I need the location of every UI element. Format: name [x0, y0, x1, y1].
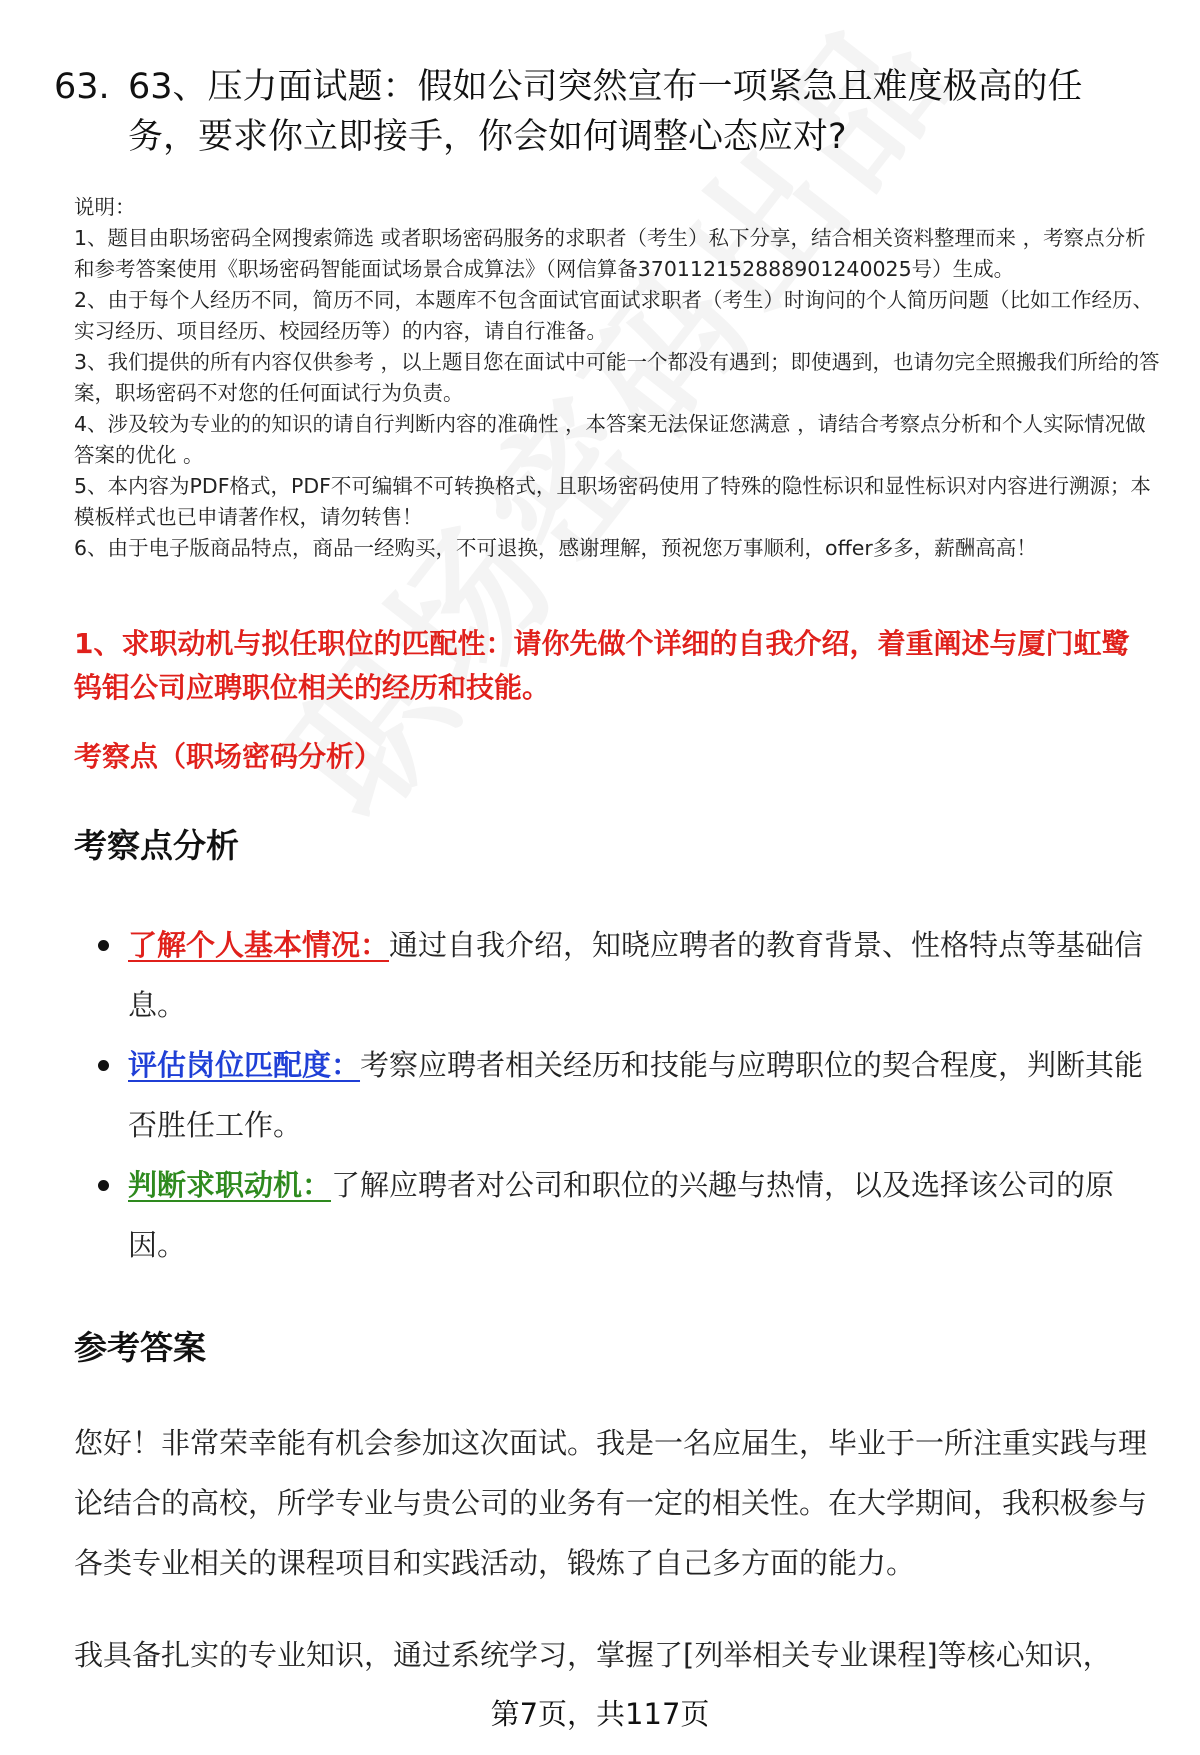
analysis-item: [74, 1035, 1144, 1155]
analysis-keyword: 了解个人基本情况：: [128, 928, 390, 962]
analysis-keyword: 判断求职动机：: [128, 1168, 332, 1202]
note-item: 3、我们提供的所有内容仅供参考 ，以上题目您在面试中可能一个都没有遇到；即使遇到，也请勿完全照搬我们所给的答案，职场密码不对您的任何面试行为负责。: [74, 350, 1160, 405]
analysis-keyword: 评估岗位匹配度：: [128, 1048, 361, 1082]
bullet-icon: [98, 1060, 109, 1071]
note-item: 4、涉及较为专业的的知识的请自行判断内容的准确性 ，本答案无法保证您满意 ，请结合考察点分析和个人实际情况做答案的优化 。: [74, 412, 1146, 467]
bullet-icon: [98, 1180, 109, 1191]
section-question-heading: 1、求职动机与拟任职位的匹配性：请你先做个详细的自我介绍，着重阐述与厦门虹鹭钨钼公司应聘职位相关的经历和技能。: [74, 627, 1130, 704]
question-title: [54, 62, 1154, 162]
note-item: 2、由于每个人经历不同，简历不同，本题库不包含面试官面试求职者（考生）时询问的个人简历问题（比如工作经历、实习经历、项目经历、校园经历等）的内容，请自行准备。: [74, 288, 1154, 343]
notes-block: [74, 192, 1164, 564]
analysis-text: 考察应聘者相关经历和技能与应聘职位的契合程度，判断其能否胜任工作。: [128, 1048, 1144, 1142]
analysis-list: [74, 915, 1144, 1275]
analysis-text: 通过自我介绍，知晓应聘者的教育背景、性格特点等基础信息。: [128, 928, 1144, 1022]
answer-paragraph: 我具备扎实的专业知识，通过系统学习，掌握了[列举相关专业课程]等核心知识，: [74, 1638, 1112, 1672]
question-text: 63、压力面试题：假如公司突然宣布一项紧急且难度极高的任务，要求你立即接手，你会如何调整心态应对?: [128, 67, 1083, 157]
note-item: 6、由于电子版商品特点，商品一经购买，不可退换，感谢理解，预祝您万事顺利，offer多多，薪酬高高！: [74, 536, 1037, 560]
notes-heading: 说明：: [74, 195, 136, 219]
note-item: 1、题目由职场密码全网搜索筛选 或者职场密码服务的求职者（考生）私下分享，结合相关资料整理而来 ，考察点分析和参考答案使用《职场密码智能面试场景合成算法》（网信算备370112152888901240025号）生成。: [74, 226, 1146, 281]
answer-heading: 参考答案: [74, 1328, 206, 1367]
bullet-icon: [98, 940, 109, 951]
page-number: 第7页，共117页: [490, 1697, 710, 1731]
analysis-heading: 考察点分析: [74, 826, 239, 865]
analysis-item: [74, 915, 1144, 1035]
question-number: 63.: [54, 67, 110, 107]
answer-paragraph: 您好！非常荣幸能有机会参加这次面试。我是一名应届生，毕业于一所注重实践与理论结合的高校，所学专业与贵公司的业务有一定的相关性。在大学期间，我积极参与各类专业相关的课程项目和实践活动，锻炼了自己多方面的能力。: [74, 1426, 1148, 1580]
exam-point-label: 考察点（职场密码分析）: [74, 740, 383, 773]
note-item: 5、本内容为PDF格式，PDF不可编辑不可转换格式，且职场密码使用了特殊的隐性标识和显性标识对内容进行溯源；本模板样式也已申请著作权，请勿转售！: [74, 474, 1151, 529]
analysis-text: 了解应聘者对公司和职位的兴趣与热情，以及选择该公司的原因。: [128, 1168, 1115, 1262]
analysis-item: [74, 1155, 1144, 1275]
